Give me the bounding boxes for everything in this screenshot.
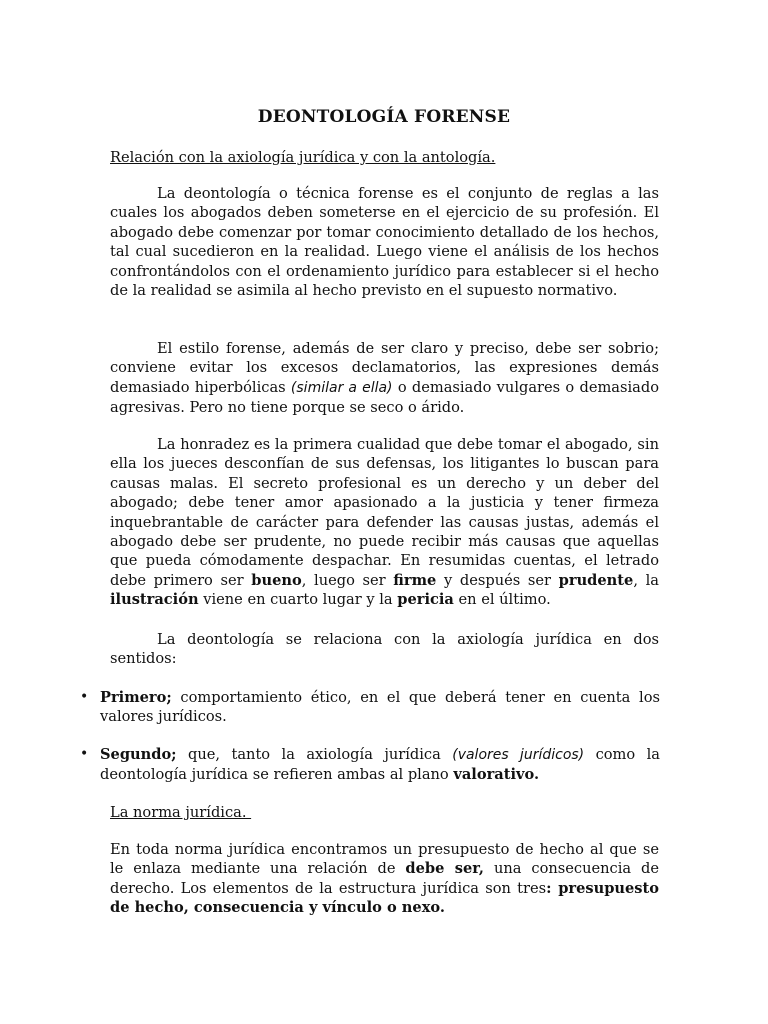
bullet-item-primero [80, 688, 660, 727]
italic-run: (similar a ella) [290, 379, 393, 396]
text-run: viene en cuarto lugar y la [198, 591, 398, 609]
text-run: En toda norma jurídica encontramos un presupuesto de hecho al que se le enlaza mediante una relación de [110, 841, 659, 878]
bullet-text [100, 688, 660, 727]
paragraph-norma-juridica [110, 840, 659, 918]
text-run: que, tanto la axiología jurídica [176, 746, 453, 763]
paragraph-deontologia-definicion: La deontología o técnica forense es el conjunto de reglas a las cuales los abogados deben someterse en el ejercicio de su profesión. El abogado debe comenzar por tomar conocimiento detallado de los hechos, tal cual sucedieron en la realidad. Luego viene el análisis de los hechos confrontándolos con el ordenamiento jurídico para establecer si el hecho de la realidad se asimila al hecho previsto en el supuesto normativo. [110, 185, 659, 300]
text-run: El estilo forense, además de ser claro y preciso, debe ser sobrio; conviene evitar los excesos declamatorios, las expresiones demás demasiado hiperbólicas [110, 340, 659, 396]
paragraph-estilo-forense [110, 339, 659, 418]
bold-run: firme [393, 571, 437, 589]
text-run: en el último. [453, 591, 551, 609]
bold-run: valorativo. [453, 766, 540, 784]
bold-run: ilustración [110, 591, 199, 609]
bold-run: Primero; [100, 689, 172, 706]
text-run: una consecuencia de derecho. Los elementos de la estructura jurídica son tres [110, 860, 659, 897]
bullet-icon: • [80, 746, 89, 762]
bullet-text [100, 745, 660, 785]
section-heading-norma-juridica: La norma jurídica. [110, 804, 252, 821]
text-run: comportamiento ético, en el que deberá tener en cuenta los valores jurídicos. [100, 689, 660, 726]
bold-run: : presupuesto de hecho, consecuencia y vínculo o nexo. [110, 879, 659, 917]
text-run: y después ser [436, 571, 559, 589]
bold-run: debe ser, [405, 860, 485, 878]
text-run: , la [633, 571, 659, 589]
text-run: , luego ser [301, 571, 394, 589]
section-heading-axiologia: Relación con la axiología jurídica y con la antología. [110, 149, 496, 166]
text-run: o demasiado vulgares o demasiado agresivas. Pero no tiene porque se seco o árido. [110, 378, 659, 417]
bold-run: prudente [558, 571, 634, 589]
text-run: La honradez es la primera cualidad que debe tomar el abogado, sin ella los jueces desconfían de sus defensas, los litigantes lo buscan para causas malas. El secreto profesional es un derecho y un deber del abogado; debe tener amor apasionado a la justicia y tener firmeza inquebrantable de carácter para defender las causas justas, además el abogado debe ser prudente, no puede recibir más causas que aquellas que pueda cómodamente despachar. En resumidas cuentas, el letrado debe primero ser [110, 436, 659, 589]
italic-run: (valores jurídicos) [452, 747, 585, 763]
bold-run: bueno [251, 571, 302, 589]
document-title: DEONTOLOGÍA FORENSE [257, 107, 511, 127]
bullet-item-segundo [80, 745, 660, 785]
bullet-icon: • [80, 689, 89, 705]
bold-run: Segundo; [100, 746, 177, 763]
bold-run: pericia [397, 591, 454, 609]
text-run: como la deontología jurídica se refieren ambas al plano [100, 746, 660, 784]
paragraph-relacion-axiologia: La deontología se relaciona con la axiología jurídica en dos sentidos: [110, 631, 659, 668]
paragraph-honradez [110, 435, 659, 610]
